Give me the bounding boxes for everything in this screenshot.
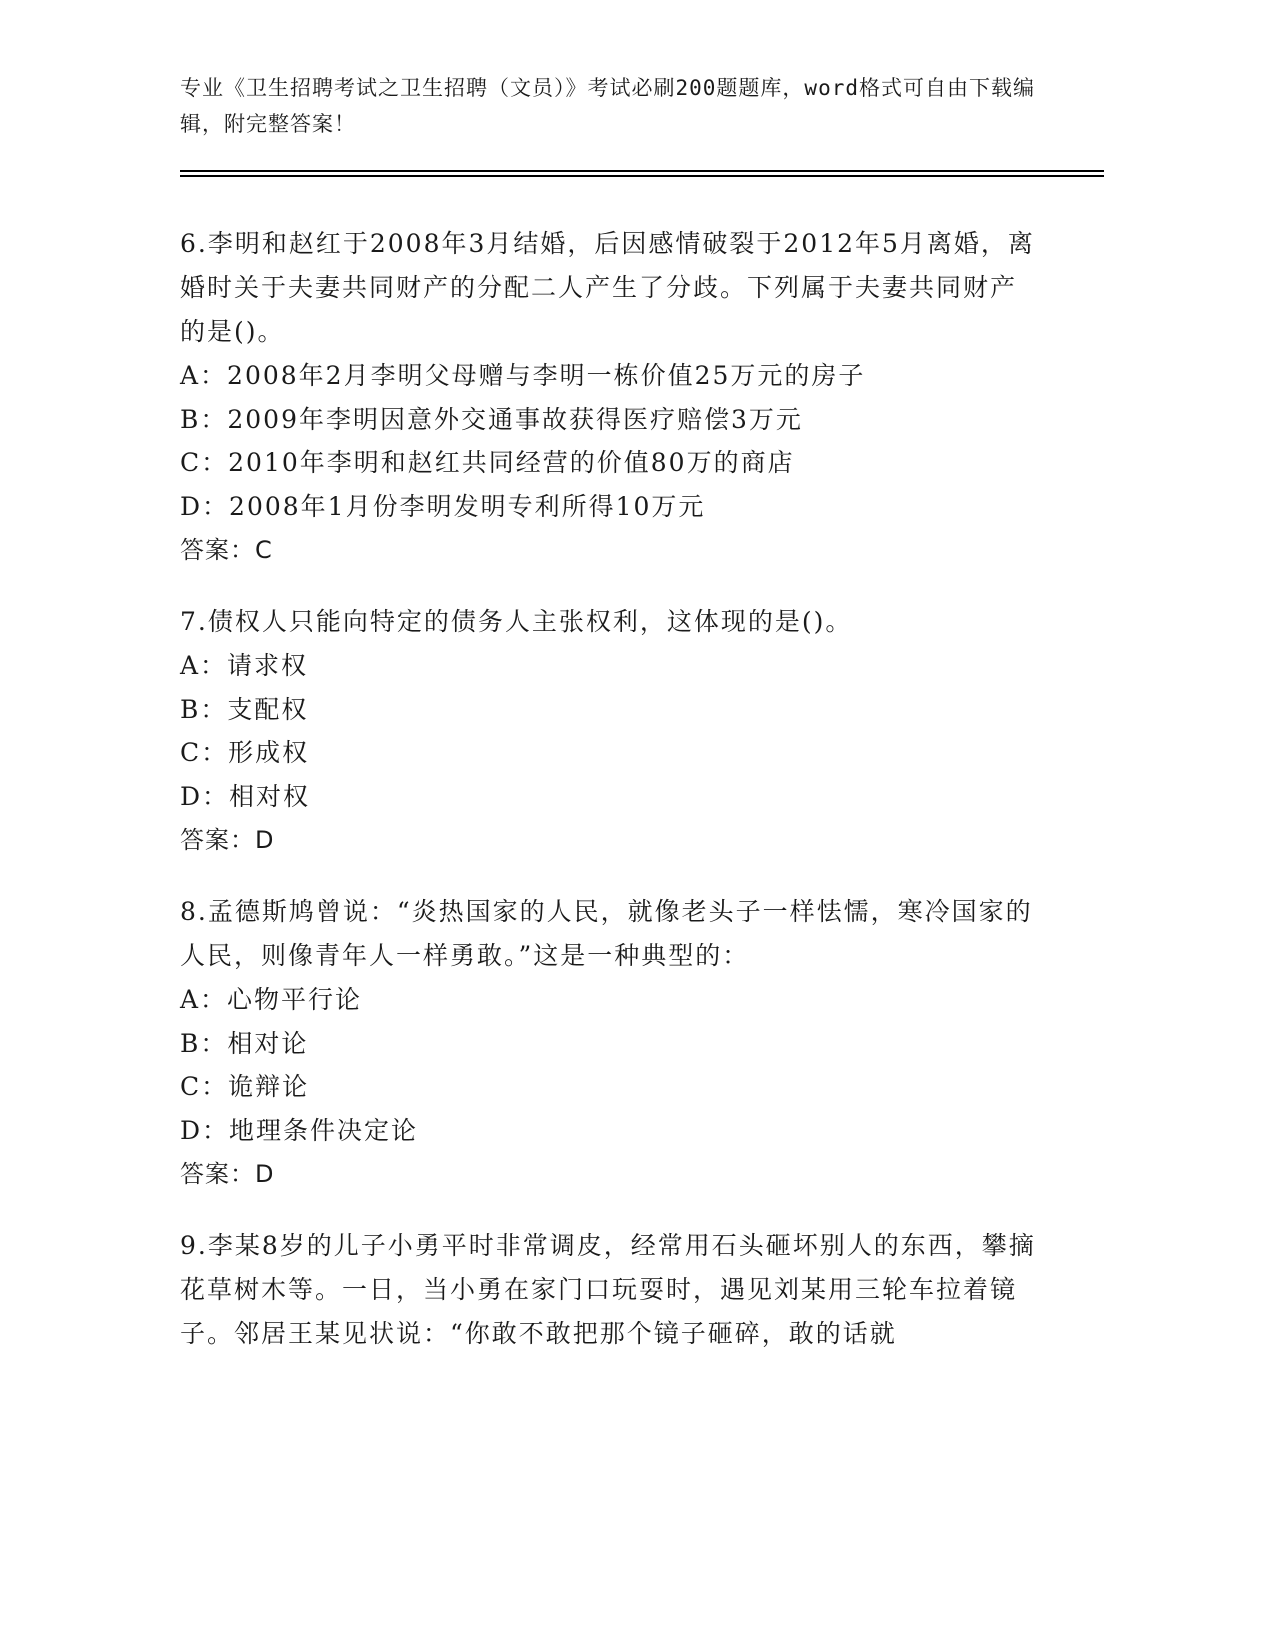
question-stem: 8.孟德斯鸠曾说：“炎热国家的人民，就像老头子一样怯懦，寒冷国家的人民，则像青年人一样勇敢。”这是一种典型的： [180,897,1033,970]
option-b: B：2009年李明因意外交通事故获得医疗赔偿3万元 [180,404,803,434]
option-d: D：2008年1月份李明发明专利所得10万元 [180,491,706,521]
header-divider-top [180,170,1104,172]
answer: 答案：D [180,1160,275,1188]
question-stem: 9.李某8岁的儿子小勇平时非常调皮，经常用石头砸坏别人的东西，攀摘花草树木等。一日，当小勇在家门口玩耍时，遇见刘某用三轮车拉着镜子。邻居王某见状说：“你敢不敢把那个镜子砸碎，敢的话就 [180,1231,1036,1348]
question-stem: 7.债权人只能向特定的债务人主张权利，这体现的是()。 [180,607,853,636]
option-b: B：相对论 [180,1028,309,1058]
option-a: A：请求权 [180,651,309,680]
option-c: C：形成权 [180,738,310,767]
option-b: B：支配权 [180,694,309,724]
answer: 答案：D [180,826,275,854]
option-c: C：2010年李明和赵红共同经营的价值80万的商店 [180,448,795,477]
question-stem: 6.李明和赵红于2008年3月结婚，后因感情破裂于2012年5月离婚，离婚时关于夫妻共同财产的分配二人产生了分歧。下列属于夫妻共同财产的是()。 [180,229,1035,346]
question-7 [180,600,1040,862]
option-a: A：心物平行论 [180,985,363,1014]
question-8 [180,890,1040,1196]
option-d: D：地理条件决定论 [180,1115,419,1145]
question-6 [180,222,1040,572]
option-c: C：诡辩论 [180,1072,310,1101]
header-divider-bottom [180,175,1104,177]
question-list [180,222,1040,1384]
option-a: A：2008年2月李明父母赠与李明一栋价值25万元的房子 [180,361,866,390]
answer: 答案：C [180,536,273,564]
question-9 [180,1224,1040,1356]
option-d: D：相对权 [180,781,311,811]
document-header: 专业《卫生招聘考试之卫生招聘（文员）》考试必刷200题题库，word格式可自由下载编辑，附完整答案！ [180,76,1035,136]
